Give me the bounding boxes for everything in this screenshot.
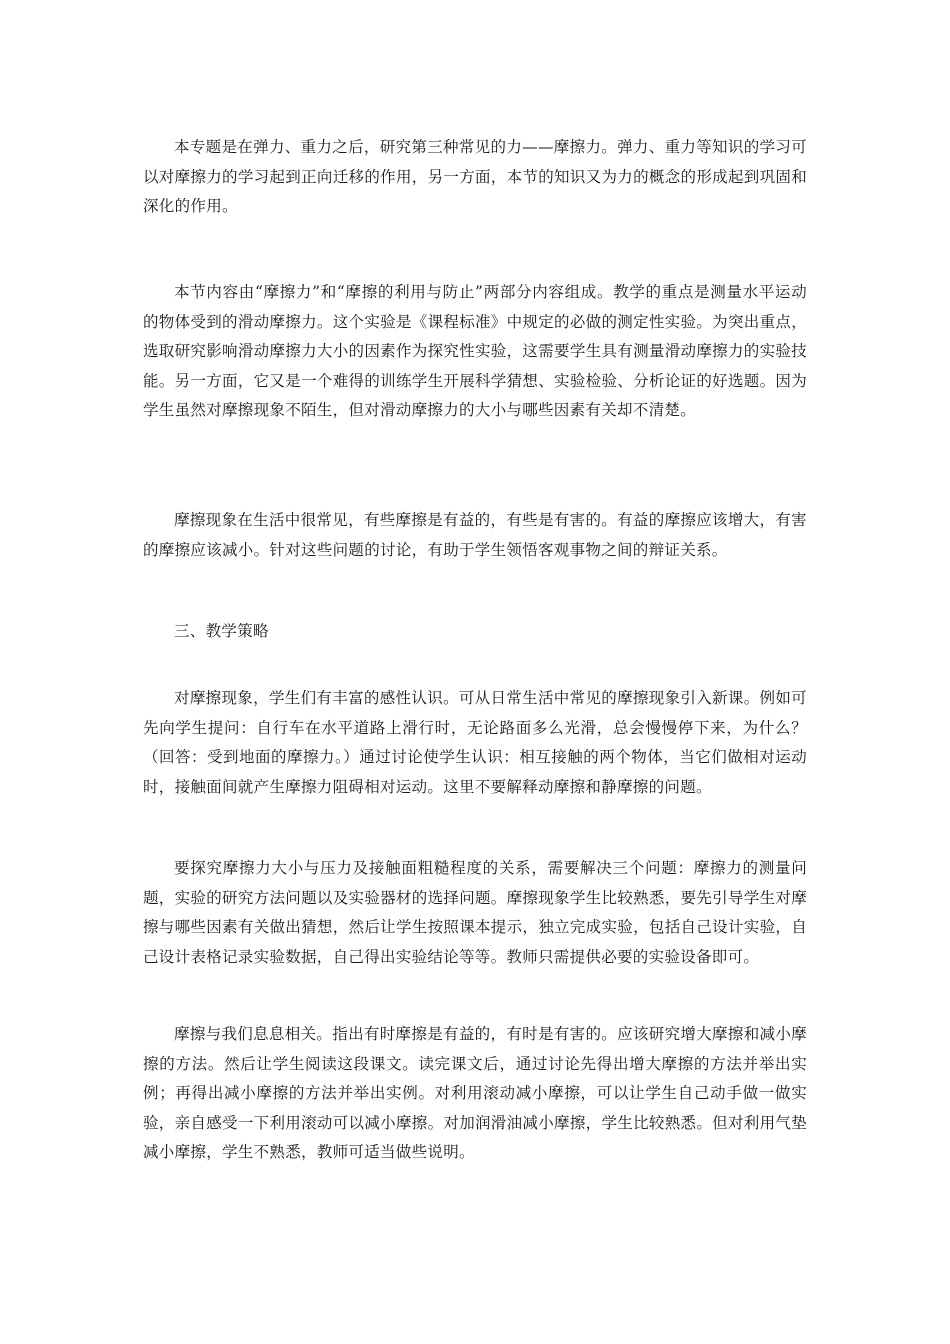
section-heading-teaching-strategy: 三、教学策略 (174, 622, 269, 640)
paragraph-intro: 本专题是在弹力、重力之后，研究第三种常见的力——摩擦力。弹力、重力等知识的学习可以对摩擦力的学习起到正向迁移的作用，另一方面，本节的知识又为力的概念的形成起到巩固和深化的作用。 (143, 138, 807, 215)
paragraph-strategy-intro: 对摩擦现象，学生们有丰富的感性认识。可从日常生活中常见的摩擦现象引入新课。例如可先向学生提问：自行车在水平道路上滑行时，无论路面多么光滑，总会慢慢停下来，为什么？（回答：受到地面的摩擦力。）通过讨论使学生认识：相互接触的两个物体，当它们做相对运动时，接触面间就产生摩擦力阻碍相对运动。这里不要解释动摩擦和静摩擦的问题。 (143, 689, 807, 796)
paragraph-content-structure: 本节内容由“摩擦力”和“摩擦的利用与防止”两部分内容组成。教学的重点是测量水平运动的物体受到的滑动摩擦力。这个实验是《课程标准》中规定的必做的测定性实验。为突出重点，选取研究影响滑动摩擦力大小的因素作为探究性实验，这需要学生具有测量滑动摩擦力的实验技能。另一方面，它又是一个难得的训练学生开展科学猜想、实验检验、分析论证的好选题。因为学生虽然对摩擦现象不陌生，但对滑动摩擦力的大小与哪些因素有关却不清楚。 (143, 283, 807, 419)
paragraph-friction-phenomena: 摩擦现象在生活中很常见，有些摩擦是有益的，有些是有害的。有益的摩擦应该增大，有害的摩擦应该减小。针对这些问题的讨论，有助于学生领悟客观事物之间的辩证关系。 (143, 511, 807, 559)
paragraph-strategy-experiment: 要探究摩擦力大小与压力及接触面粗糙程度的关系，需要解决三个问题：摩擦力的测量问题，实验的研究方法问题以及实验器材的选择问题。摩擦现象学生比较熟悉，要先引导学生对摩擦与哪些因素有关做出猜想，然后让学生按照课本提示，独立完成实验，包括自己设计实验，自己设计表格记录实验数据，自己得出实验结论等等。教师只需提供必要的实验设备即可。 (143, 859, 807, 966)
paragraph-strategy-application: 摩擦与我们息息相关。指出有时摩擦是有益的，有时是有害的。应该研究增大摩擦和减小摩擦的方法。然后让学生阅读这段课文。读完课文后，通过讨论先得出增大摩擦的方法并举出实例；再得出减小摩擦的方法并举出实例。对利用滚动减小摩擦，可以让学生自己动手做一做实验，亲自感受一下利用滚动可以减小摩擦。对加润滑油减小摩擦，学生比较熟悉。但对利用气垫减小摩擦，学生不熟悉，教师可适当做些说明。 (143, 1025, 807, 1161)
